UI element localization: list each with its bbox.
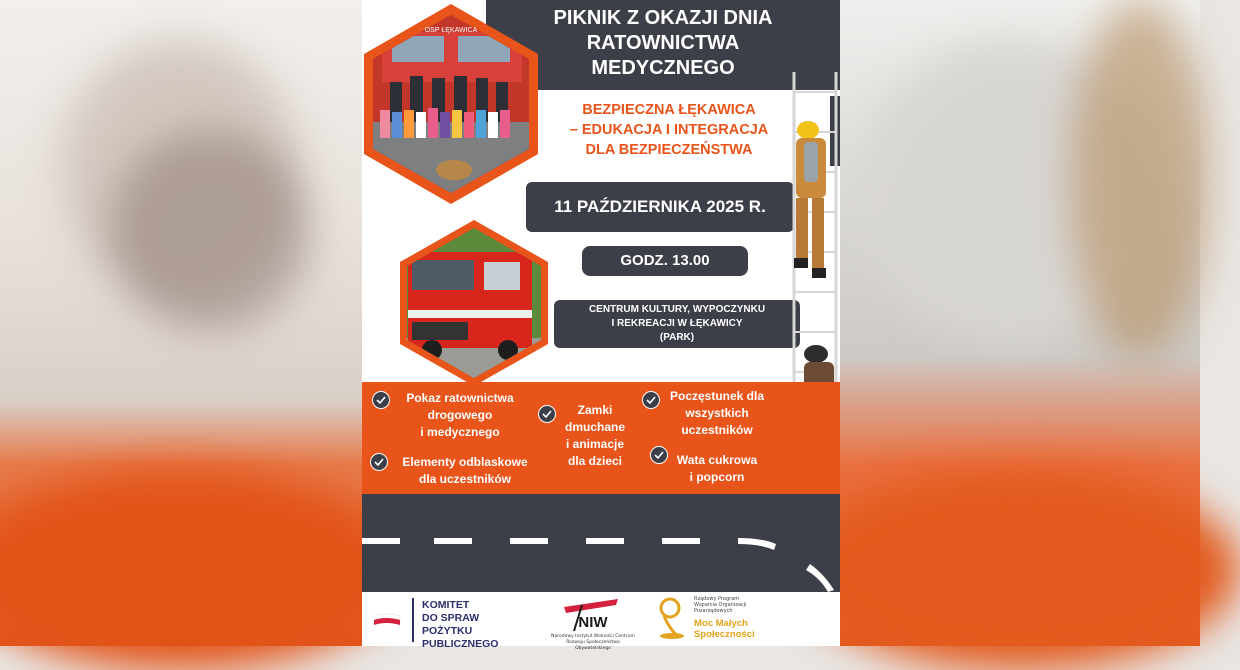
moc-malych-logo-icon [656, 596, 688, 640]
event-time: GODZ. 13.00 [620, 252, 710, 269]
road-graphic [362, 494, 840, 594]
event-poster [362, 0, 840, 651]
activity-bouncy-castles: Zamki dmuchane i animacje dla dzieci [564, 403, 625, 468]
program-text: Rządowy Program Wsparcia Organizacji Pozarządowych [694, 596, 747, 614]
photo-firetruck-hexagon [398, 218, 550, 388]
niw-logo-text: NIW [578, 614, 608, 631]
footer-divider [412, 598, 414, 642]
check-icon [372, 391, 390, 409]
activities-panel [362, 382, 840, 494]
time-badge [582, 246, 748, 276]
check-icon [370, 453, 388, 471]
poster-subtitle: BEZPIECZNA ŁĘKAWICA – EDUKACJA I INTEGRACJA DLA BEZPIECZEŃSTWA [569, 102, 769, 158]
photo-group-hexagon [362, 2, 540, 206]
activity-reflective-items: Elementy odblaskowe dla uczestników [402, 455, 528, 486]
location-box [554, 300, 800, 348]
activity-cotton-candy: Wata cukrowa i popcorn [676, 453, 758, 484]
polish-flag-icon [372, 610, 402, 630]
event-date: 11 PAŹDZIERNIKA 2025 R. [554, 197, 766, 216]
truck-sign-text: OSP ŁĘKAWICA [424, 27, 478, 34]
date-banner [526, 182, 794, 232]
activity-rescue-demo: Pokaz ratownictwa drogowego i medycznego [406, 391, 514, 439]
moc-malych-text: Moc Małych Społeczności [694, 618, 755, 640]
blurred-background-right [840, 0, 1200, 646]
activity-refreshments: Poczęstunek dla wszystkich uczestników [669, 389, 765, 437]
event-location: CENTRUM KULTURY, WYPOCZYNKU I REKREACJI W ŁĘKAWICY (PARK) [588, 304, 766, 343]
niw-logo [560, 595, 626, 633]
poster-title: PIKNIK Z OKAZJI DNIA RATOWNICTWA MEDYCZNEGO [553, 7, 773, 79]
blurred-background-left [0, 0, 362, 646]
committee-logo-text: KOMITET DO SPRAW POŻYTKU PUBLICZNEGO [422, 599, 499, 650]
niw-caption: Narodowy Instytut Wolności Centrum Rozwoju Społeczeństwa Obywatelskiego [551, 634, 635, 651]
sponsor-footer [362, 592, 840, 651]
